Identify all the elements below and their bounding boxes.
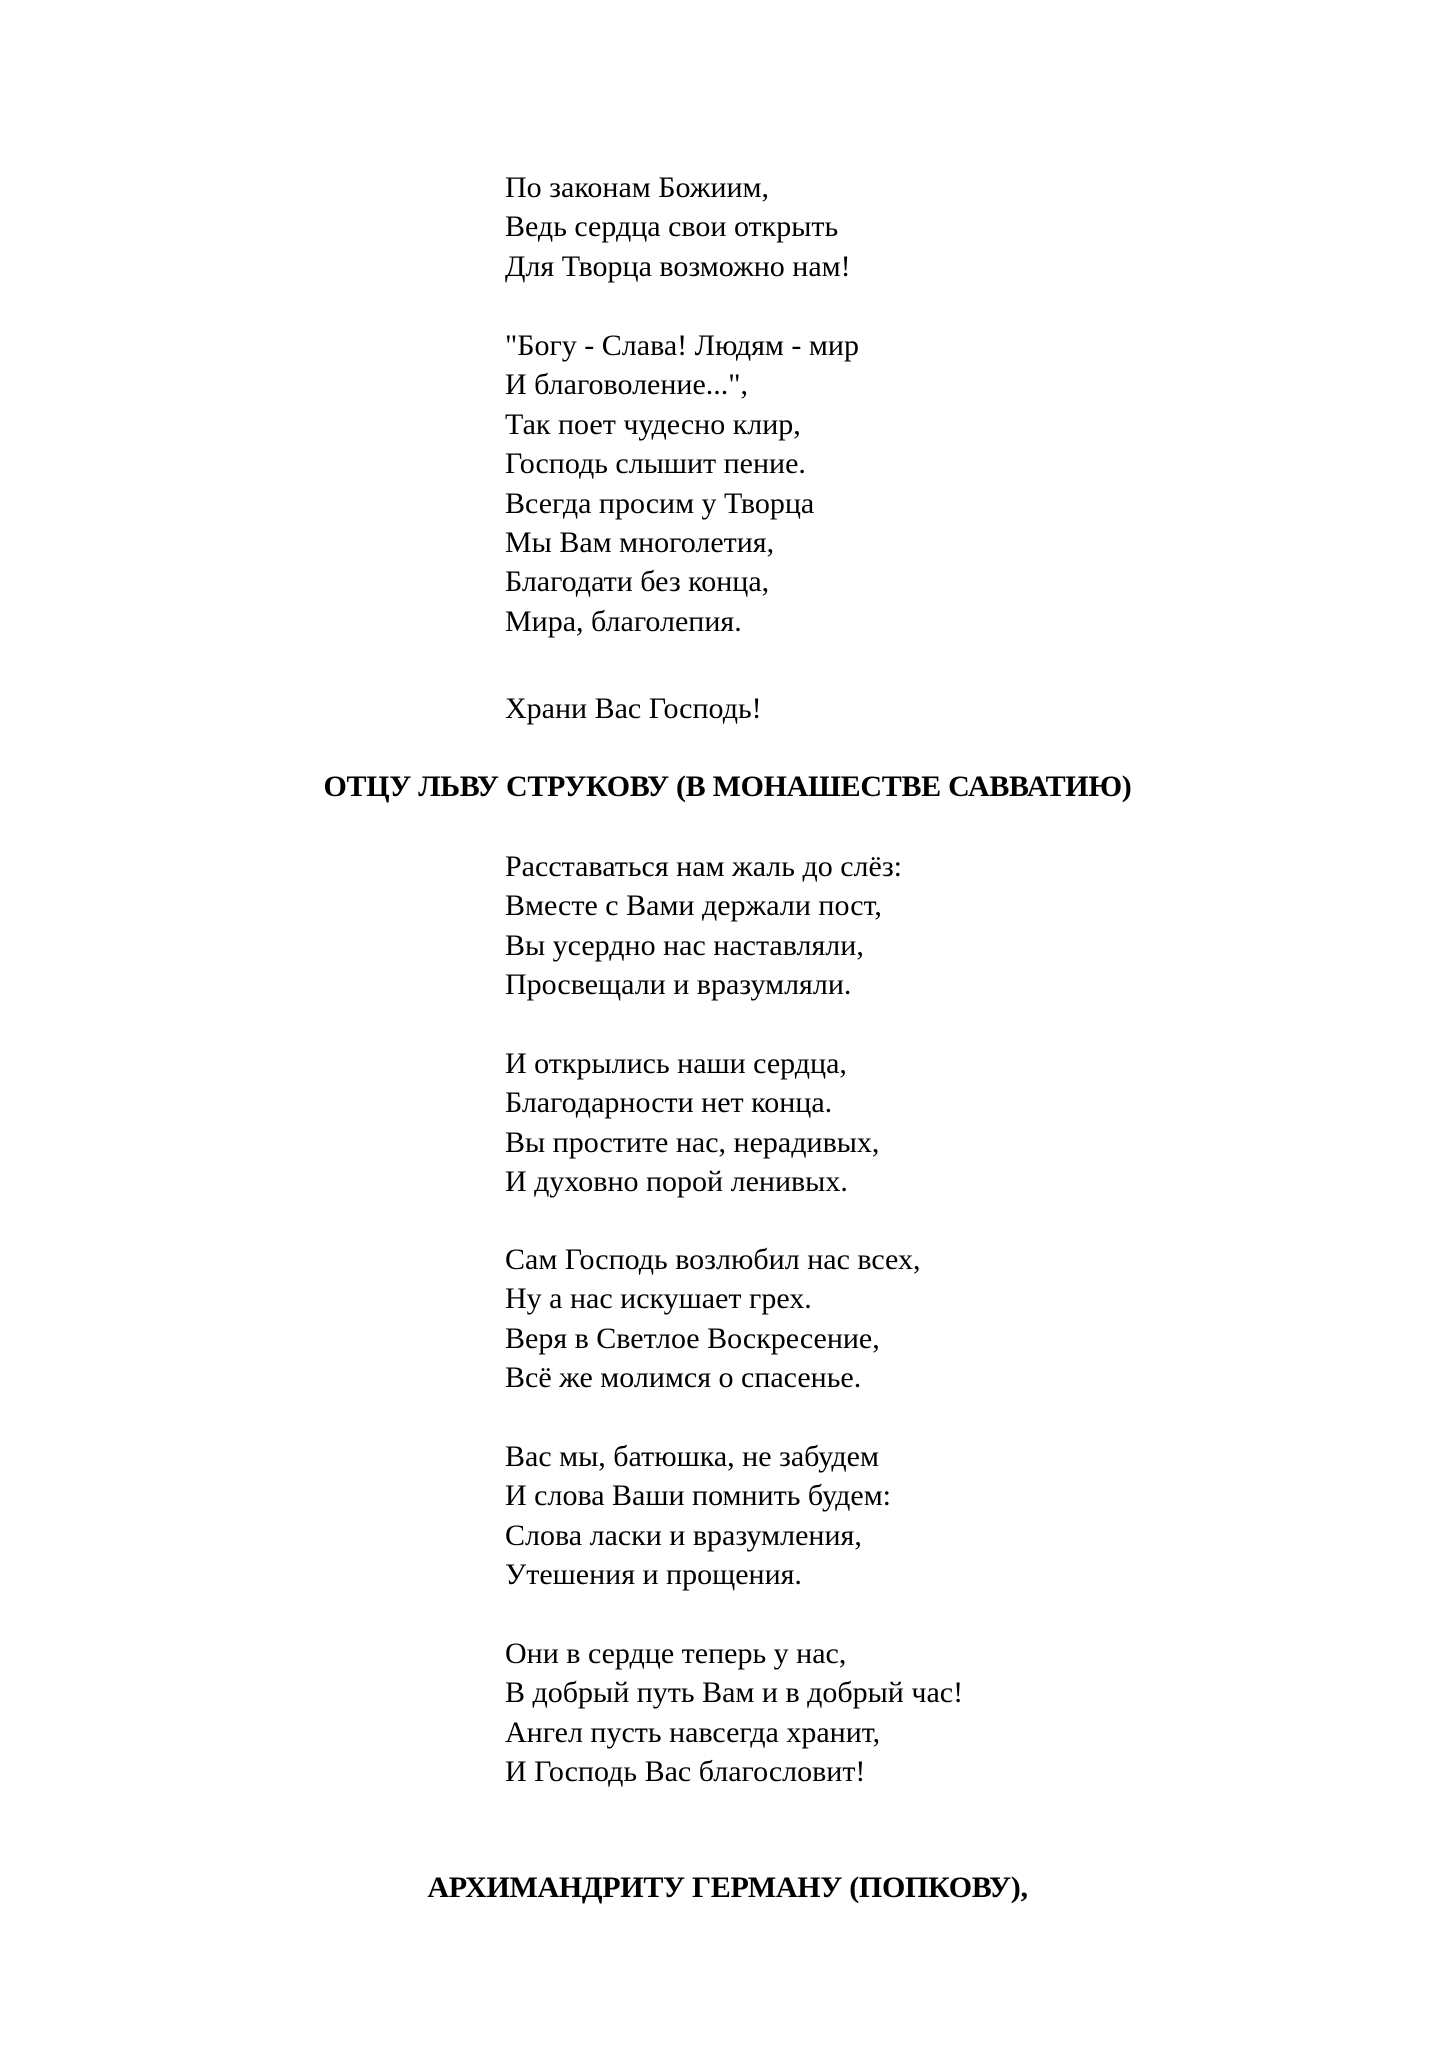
poem-line: Благодарности нет конца. <box>505 1086 833 1120</box>
poem-1-stanza-2 <box>505 1044 879 1202</box>
poem-line: Ведь сердца свои открыть <box>505 210 839 244</box>
poem-line: Для Творца возможно нам! <box>505 249 851 283</box>
poem-line: Всегда просим у Творца <box>505 486 815 520</box>
poem-1-stanza-3 <box>505 1240 920 1398</box>
poem-line: Господь слышит пение. <box>505 447 806 481</box>
poem-line: Так поет чудесно клир, <box>505 407 801 441</box>
poem-line: Ну а нас искушает грех. <box>505 1282 812 1316</box>
poem-line: Они в сердце теперь у нас, <box>505 1637 847 1670</box>
poem-line: Сам Господь возлюбил нас всех, <box>505 1243 921 1276</box>
poem-line: "Богу - Слава! Людям - мир <box>505 329 859 362</box>
stanza-blessing <box>505 689 762 728</box>
poem-1-stanza-5 <box>505 1634 963 1792</box>
poem-line: Всё же молимся о спасенье. <box>505 1361 862 1395</box>
poem-1-stanza-4 <box>505 1437 891 1595</box>
poem-line: Слова ласки и вразумления, <box>505 1518 862 1552</box>
poem-line: Храни Вас Господь! <box>505 692 762 725</box>
poem-line: Благодати без конца, <box>505 565 770 599</box>
section-heading-1: ОТЦУ ЛЬВУ СТРУКОВУ (В МОНАШЕСТВЕ САВВАТИЮ) <box>323 770 1132 803</box>
poem-line: Мы Вам многолетия, <box>505 526 775 560</box>
poem-line: Просвещали и вразумляли. <box>505 968 852 1002</box>
poem-line: Расставаться нам жаль до слёз: <box>505 850 903 883</box>
poem-1-stanza-1 <box>505 847 902 1005</box>
poem-line: Вас мы, батюшка, не забудем <box>505 1440 879 1473</box>
section-heading-2: АРХИМАНДРИТУ ГЕРМАНУ (ПОПКОВУ), <box>427 1871 1028 1904</box>
poem-line: И благоволение...", <box>505 368 749 402</box>
poem-line: Мира, благолепия. <box>505 604 742 638</box>
stanza-intro-1 <box>505 168 851 286</box>
poem-line: И духовно порой ленивых. <box>505 1165 848 1199</box>
poem-line: И слова Ваши помнить будем: <box>505 1479 892 1513</box>
poem-line: И Господь Вас благословит! <box>505 1755 866 1789</box>
poem-line: Вместе с Вами держали пост, <box>505 889 882 923</box>
poem-line: И открылись наши сердца, <box>505 1047 847 1080</box>
stanza-intro-2 <box>505 326 859 641</box>
poem-line: Утешения и прощения. <box>505 1558 802 1592</box>
poem-line: Вы простите нас, нерадивых, <box>505 1125 880 1159</box>
poem-line: В добрый путь Вам и в добрый час! <box>505 1676 964 1710</box>
poem-line: Веря в Светлое Воскресение, <box>505 1321 880 1355</box>
poem-line: Ангел пусть навсегда хранит, <box>505 1715 881 1749</box>
poem-line: По законам Божиим, <box>505 171 770 204</box>
poem-line: Вы усердно нас наставляли, <box>505 928 864 962</box>
